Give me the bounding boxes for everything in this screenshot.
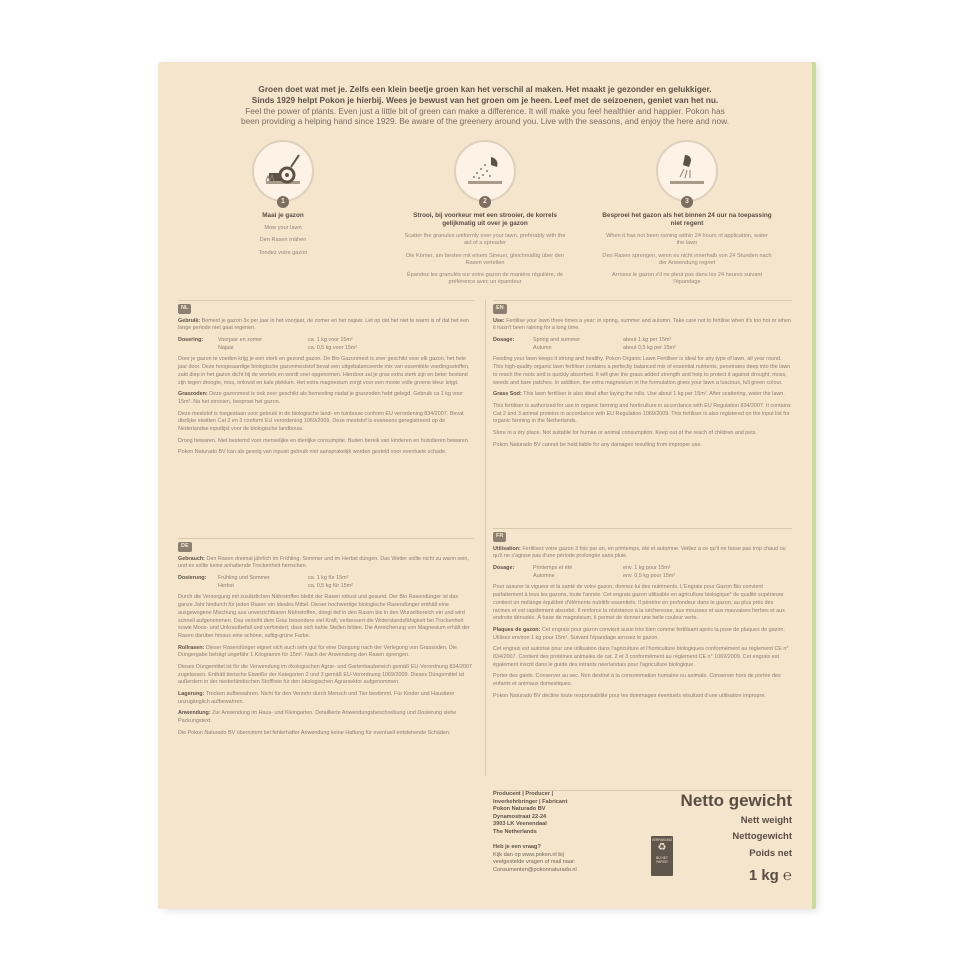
weight-value: 1 kg ℮ [748, 867, 792, 885]
step-3 [602, 140, 772, 290]
dosage-table-en: Dosage: Spring and summer about 1 kg per 15m² Autumn about 0,5 kg per 15m² [493, 337, 676, 351]
dosage-table-de: Dosierung: Frühling und Sommer ca. 1 kg für 15m² Herbst ca. 0,5 kg für 15m² [178, 575, 353, 589]
intro-en-2: been providing a helping hand since 1929. Be aware of the greenery around you. Live with the seasons, and enjoy the here and now. [240, 116, 729, 127]
step-1 [198, 140, 368, 290]
step-en: When it has not been raining within 24 hours of application, water the lawn [606, 233, 768, 247]
section-nl: NL Gebruik: Bemest je gazon 3x per jaar in het voorjaar, de zomer en het najaar. Let op dat het niet te warm is of dat het een lange periode niet gaat regenen. Dosering: Voorjaar en zomer ca. 1 kg voor 15m² Najaar ca. 0,5 kg voor 15m² Door je gazon te voeden krijg je een sterk en gezond gazon. De Bio Gazonmest is zeer geschikt voor elk gazon, het hele jaar door. Deze hoogwaardige biologische gazonmeststof bevat een uitgebalanceerde mix van essentiële voedingsstoffen, zakt diep in het gazon dicht bij de wortels en wordt snel opgenomen. Hierdoor zal je gras extra sterk zijn en beter bestand zijn tegen droogte, mos, onkruid en kale plekken. Het extra magnesium zorgt voor een mooie volle groene kleur krijgt. Graszoden: Deze gazonmest is ook zeer geschikt als bemesting nadat je graszoden hebt gelegd. Gebruik ca 1 kg voor 15m². Na het strooien, besproei het gazon. Deze meststof is toegestaan voor gebruik in de biologische land- en tuinbouw conform EU verordening 834/2007. Bevat dierlijke eiwitten Cat 2 en 3 conform EU verordening 1069/2009. Deze meststof is eveneens geregistreerd op de Nederlandse inputlijst voor de biologische landbouw. Droog bewaren. Niet bestemd voor menselijke en dierlijke consumptie. Buiten bereik van kinderen en huisdieren bewaren. Pokon Naturado BV kan als gevolg van inpuist gebruik niet aansprakelijk worden gesteld voor eventuele schade. [178, 300, 474, 461]
net-weight-de: Nettogewicht [732, 831, 792, 843]
dosage-table-fr: Dosage: Printemps et été env. 1 kg pour 15m² Automne env. 0,5 kg pour 15m² [493, 565, 676, 579]
step-en: Scatter the granules uniformly over your lawn, preferably with the aid of a spreader [404, 233, 566, 247]
instruction-steps [198, 140, 772, 290]
watering-icon [656, 140, 718, 202]
recycle-icon: VERPAKKING ♻ BIJ HET PAPIER [651, 836, 673, 876]
section-fr: FR Utilisation: Fertilisez votre gazon 3 fois par an, en printemps, été et automne. Veillez à ce qu'il ne fasse pas trop chaud ou qu'il ne s'agisse pas d'une période prolongée sans pluie. Dosage: Printemps et été env. 1 kg pour 15m² Automne env. 0,5 kg pour 15m² Pour assurer la vigueur et la santé de votre gazon, donnez-lui des nutriments. L'Engrais pour Gazon Bio convient parfaitement à tous les gazons, toute l'année. Cet engrais gazon utilisable en agriculture biologique* de qualité supérieure contient un mélange équilibré d'éléments nutritifs essentiels. Il pénètre en profondeur dans le gazon, au plus près des racines et est rapidement absorbé. Il renforce la résistance à la sécheresse, aux mousses et aux mauvaises herbes et aux endroits dénudés. À base de magnésium, il permet de donner une belle couleur verte. Plaques de gazon: Cet engrais pour gazon convient aussi très bien comme fertilisant après la pose de plaques de gazon. Utilisez environ 1 kg pour 15m². Suivant l'épandage arrosez le gazon. Cet engrais est autorisé pour une utilisation dans l'agriculture et l'horticulture biologiques conformément au règlement CE n° 834/2007. Contient des protéines animales de cat. 2 et 3 conformément au règlement CE n° 1069/2009. Cet engrais est également inscrit dans le guide des intrants néerlandais pour l'agriculture biologique. Porter des gants. Conserver au sec. Non destiné à la consommation humaine ou animale. Conserver hors de portée des enfants et animaux domestiques. Pokon Naturado BV décline toute responsabilité pour les dommages éventuels résultant d'une utilisation impropre. [493, 528, 792, 704]
lawnmower-icon [252, 140, 314, 202]
step-de: Den Rasen mähen [259, 237, 307, 244]
step-nl: Besproei het gazon als het binnen 24 uur na toepassing niet regent [602, 212, 772, 227]
net-weight-title: Netto gewicht [680, 791, 792, 810]
step-number: 1 [277, 196, 289, 208]
net-weight-fr: Poids net [749, 847, 792, 859]
footer-block [493, 790, 792, 898]
intro-text [178, 84, 792, 127]
net-weight-en: Nett weight [740, 815, 792, 826]
language-badge-fr: FR [493, 532, 506, 542]
producer-info: Producent | Producer | Inverkehrbringer | Fabricant Pokon Naturado BV Dynamostraat 22-24 3903 LK Veenendaal The Netherlands Heb je een vraag? Kijk dan op www.pokon.nl bij veelgestelde vragen of mail naar: Consumenten@pokonnaturado.nl [493, 791, 643, 874]
intro-nl-2: Sinds 1929 helpt Pokon je hierbij. Wees je bewust van het groen om je heen. Leef met de seizoenen, geniet van het nu. [251, 94, 719, 105]
step-number: 2 [479, 196, 491, 208]
intro-en-1: Feel the power of plants. Even just a little bit of green can make a difference. It will make you feel healthier and happier. Pokon has [245, 105, 725, 116]
language-badge-en: EN [493, 304, 507, 314]
step-fr: Tondez votre gazon [258, 249, 308, 256]
step-nl: Maai je gazon [262, 212, 304, 219]
step-en: Mow your lawn [264, 225, 302, 231]
spreader-icon [454, 140, 516, 202]
language-badge-nl: NL [178, 304, 191, 314]
dosage-table-nl: Dosering: Voorjaar en zomer ca. 1 kg voor 15m² Najaar ca. 0,5 kg voor 15m² [178, 337, 358, 351]
section-de: DE Gebrauch: Den Rasen dreimal jährlich im Frühling, Sommer und im Herbst düngen. Das Wetter sollte nicht zu warm sein, und es sollte keine anhaltende Trockenheit herrschen. Dosierung: Frühling und Sommer ca. 1 kg für 15m² Herbst ca. 0,5 kg für 15m² Durch die Versorgung mit zusätzlichen Nährstoffen bleibt der Rasen robust und gesund. Der Bio Rasendünger ist das ganze Jahr hindurch für jeden Rasen ein ideales Mittel. Dieser hochwertige biologische Rasendünger enthält eine ausgewogene Mischung aus unverzichtbaren Nährstoffen, dringt tief in den Rasen bis in den Wurzelbereich ein und wird schnell aufgenommen. Das verleiht dem Gras besondere viel Kraft, verbessert die Widerstandsfähigkeit bei Trockenheit sowie Moos- und Unkrautbefall und verhindert, dass sich kahle Stellen bilden. Die Anreicherung von Magnesium erhält der Rasen darüber hinaus eine schöne, saftig-grüne Farbe. Rollrasen: Dieser Rasendünger eignet sich auch sehr gut für eine Düngung nach der Verlegung von Grassoden. Die Düngergabe beträgt ungefähr 1 Kilogramm für 15m². Nach der Anwendung den Rasen sprengen. Dieses Düngemittel ist für die Verwendung im ökologischen Agrar- und Gartenbaubereich gemäß EU-Verordnung 834/2007 zugelassen. Enthält tierische Eiweiße der Kategorien 2 und 3 gemäß EU-Verordnung 1069/2009. Dieses Düngemittel ist außerdem in der niederländischen Stoffliste für den ökologischen Agrarsektor aufgenommen. Lagerung: Trocken aufbewahren. Nicht für den Verzehr durch Mensch und Tier bestimmt. Für Kinder und Haustiere unzugänglich aufbewahren. Anwendung: Zur Anwendung im Haus- und Kleingarten. Detaillierte Anwendungsbeschreibung und Dosierung siehe Packungstext. Die Pokon Naturado BV übernimmt bei fehlerhafter Anwendung keine Haftung für eventuell entstehende Schäden. [178, 538, 474, 741]
package-back [158, 62, 812, 909]
step-de: Den Rasen sprengen, wenn es nicht innerhalb von 24 Stunden nach der Anwendung regnet [602, 252, 772, 266]
step-nl: Strooi, bij voorkeur met een strooier, de korrels gelijkmatig uit over je gazon [413, 212, 557, 227]
step-2 [400, 140, 570, 290]
net-weight [681, 791, 792, 884]
step-fr: Épandez les granulés sur votre gazon de manière régulière, de préférence avec un épandeur [406, 272, 564, 286]
step-fr: Arrosez le gazon s'il ne pleut pas dans les 24 heures suivant l'épandage [611, 272, 762, 286]
step-number: 3 [681, 196, 693, 208]
column-divider [485, 300, 486, 776]
intro-nl-1: Groen doet wat met je. Zelfs een klein beetje groen kan het verschil al maken. Het maakt je gezonder en gelukkiger. [258, 84, 712, 94]
step-de: Die Körner, am besten mit einem Streuer, gleichmäßig über den Rasen verteilen [406, 252, 564, 266]
language-badge-de: DE [178, 542, 192, 552]
contact-info: Heb je een vraag? Kijk dan op www.pokon.nl bij veelgestelde vragen of mail naar: Consumenten@pokonnaturado.nl [493, 844, 577, 873]
section-en: EN Use: Fertilise your lawn three times a year: in spring, summer and autumn. Take care not to fertilise when it's too hot or when it hasn't been raining for a long time. Dosage: Spring and summer about 1 kg per 15m² Autumn about 0,5 kg per 15m² Feeding your lawn keeps it strong and healthy. Pokon Organic Lawn Fertiliser is ideal for any type of lawn, all year round. This high-quality organic lawn fertiliser contains a perfectly balanced mix of essential nutrients, penetrates deep into the lawn to reach the roots and is quickly absorbed. It will give the grass added strength and help to protect it against drought, moss, weeds and bare patches. In addition, the extra magnesium in the formulation gives your lawn a luscious, full green colour. Grass Sod: This lawn fertiliser is also ideal after laying the rolls. Use about 1 kg per 15m². After scattering, water the lawn. This fertiliser is authorized for use in organic farming and horticulture in accordance with EU Regulation 834/2007. It contains Cat 2 and 3 animal proteins in accordance with EU Regulation 1069/2009. This fertiliser is also registered on the input list for organic farming in the Netherlands. Store in a dry place. Not suitable for human or animal consumption. Keep out of the reach of children and pets. Pokon Naturado BV cannot be held liable for any damages resulting from improper use. [493, 300, 792, 453]
